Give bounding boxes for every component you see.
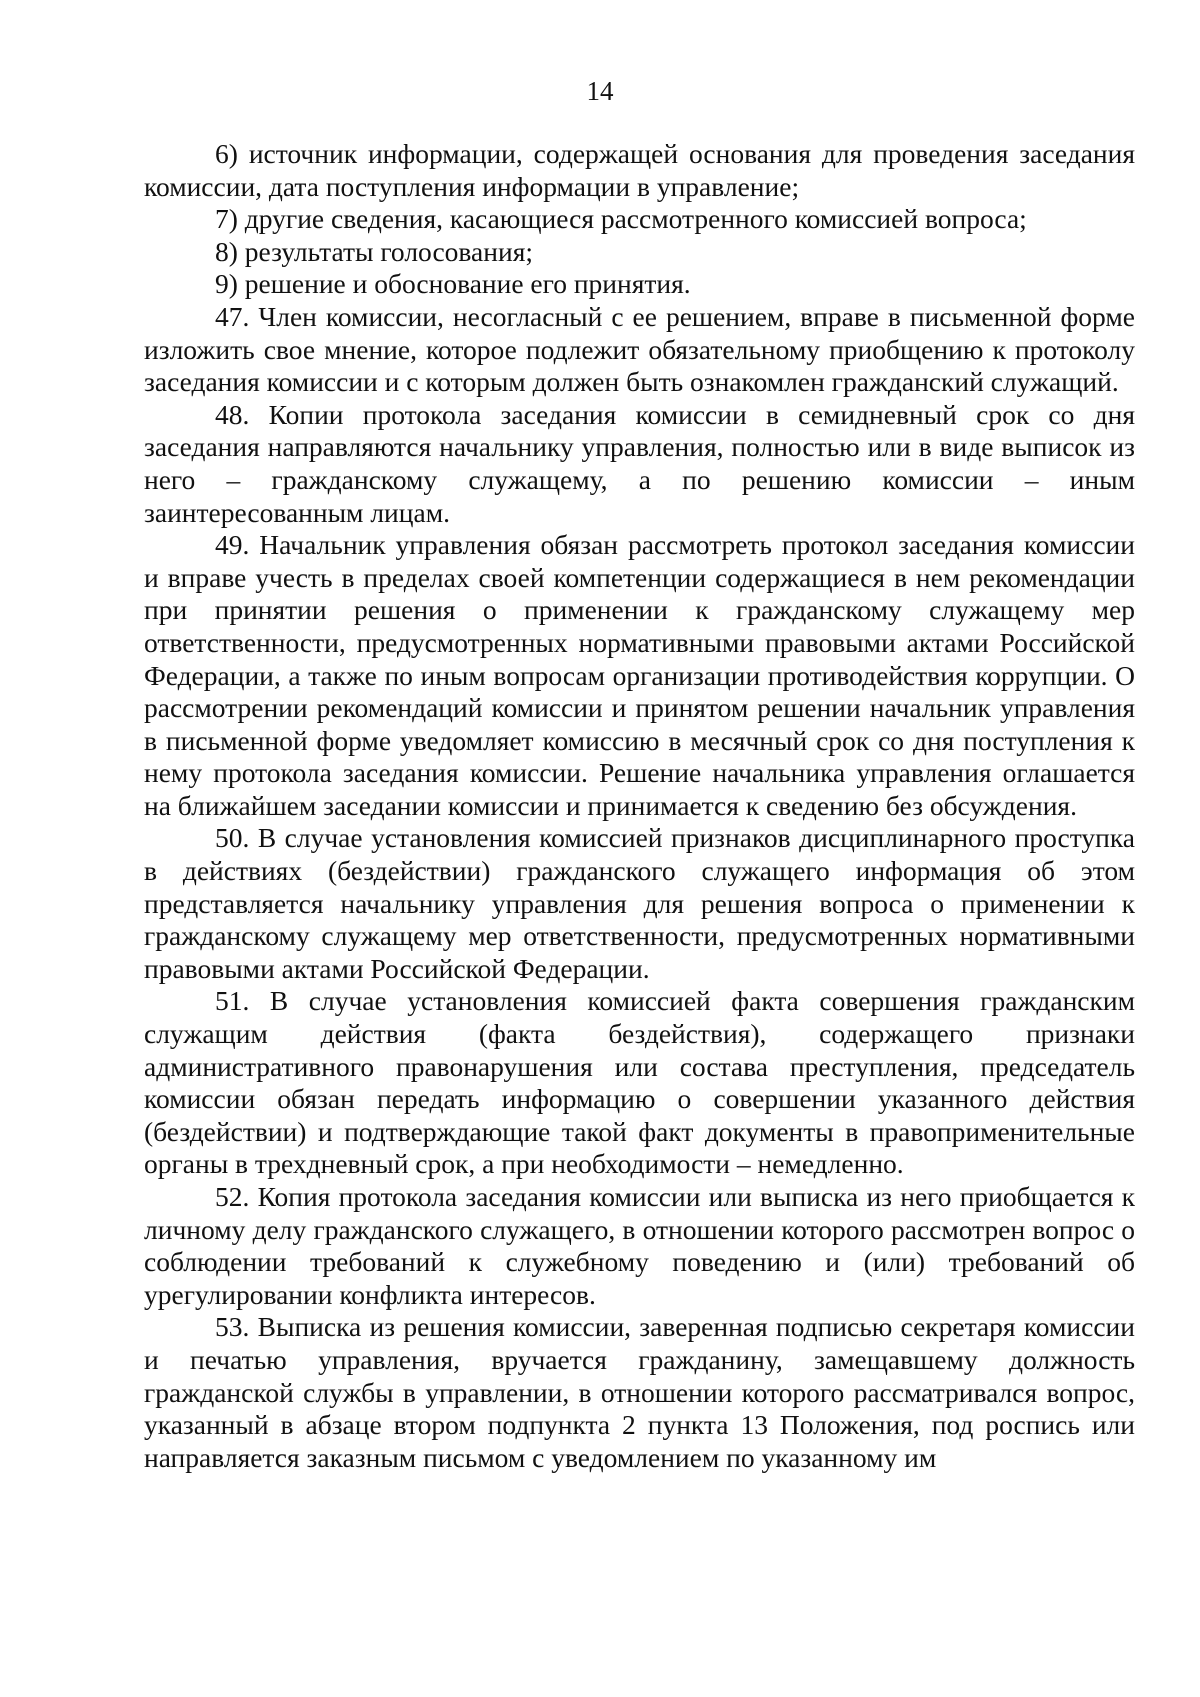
page-number: 14 — [586, 76, 614, 106]
paragraph-item-8: 8) результаты голосования; — [215, 235, 533, 267]
paragraph-clause-53: 53. Выписка из решения комиссии, заверенная подписью секретаря комиссии и печатью управления, вручается гражданину, замещавшему должность гражданской службы в управлении, в отношении которого рассматривался вопрос, указанный в абзаце втором подпункта 2 пункта 13 Положения, под роспись или направляется заказным письмом с уведомлением по указанному им — [144, 1311, 1135, 1473]
paragraph-clause-47: 47. Член комиссии, несогласный с ее решением, вправе в письменной форме изложить свое мнение, которое подлежит обязательному приобщению к протоколу заседания комиссии и с которым должен быть ознакомлен гражданский служащий. — [144, 300, 1135, 398]
paragraph-item-9: 9) решение и обоснование его принятия. — [215, 268, 691, 300]
document-body — [144, 138, 1135, 1474]
paragraph-clause-50: 50. В случае установления комиссией признаков дисциплинарного проступка в действиях (бездействии) гражданского служащего информация об этом представляется начальнику управления для решения вопроса о применении к гражданскому служащему мер ответственности, предусмотренных нормативными правовыми актами Российской Федерации. — [144, 822, 1135, 984]
paragraph-clause-52: 52. Копия протокола заседания комиссии или выписка из него приобщается к личному делу гражданского служащего, в отношении которого рассмотрен вопрос о соблюдении требований к служебному поведению и (или) требований об урегулировании конфликта интересов. — [144, 1181, 1135, 1310]
paragraph-clause-49: 49. Начальник управления обязан рассмотреть протокол заседания комиссии и вправе учесть в пределах своей компетенции содержащиеся в нем рекомендации при принятии решения о применении к гражданскому служащему мер ответственности, предусмотренных нормативными правовыми актами Российской Федерации, а также по иным вопросам организации противодействия коррупции. О рассмотрении рекомендаций комиссии и принятом решении начальник управления в письменной форме уведомляет комиссию в месячный срок со дня поступления к нему протокола заседания комиссии. Решение начальника управления оглашается на ближайшем заседании комиссии и принимается к сведению без обсуждения. — [144, 529, 1135, 821]
paragraph-clause-48: 48. Копии протокола заседания комиссии в семидневный срок со дня заседания направляются начальнику управления, полностью или в виде выписок из него – гражданскому служащему, а по решению комиссии – иным заинтересованным лицам. — [144, 398, 1135, 528]
paragraph-item-7: 7) другие сведения, касающиеся рассмотренного комиссией вопроса; — [215, 203, 1027, 235]
paragraph-item-6: 6) источник информации, содержащей основания для проведения заседания комиссии, дата поступления информации в управление; — [144, 138, 1135, 202]
paragraph-clause-51: 51. В случае установления комиссией факта совершения гражданским служащим действия (факта бездействия), содержащего признаки административного правонарушения или состава преступления, председатель комиссии обязан передать информацию о совершении указанного действия (бездействии) и подтверждающие такой факт документы в правоприменительные органы в трехдневный срок, а при необходимости – немедленно. — [144, 985, 1135, 1180]
